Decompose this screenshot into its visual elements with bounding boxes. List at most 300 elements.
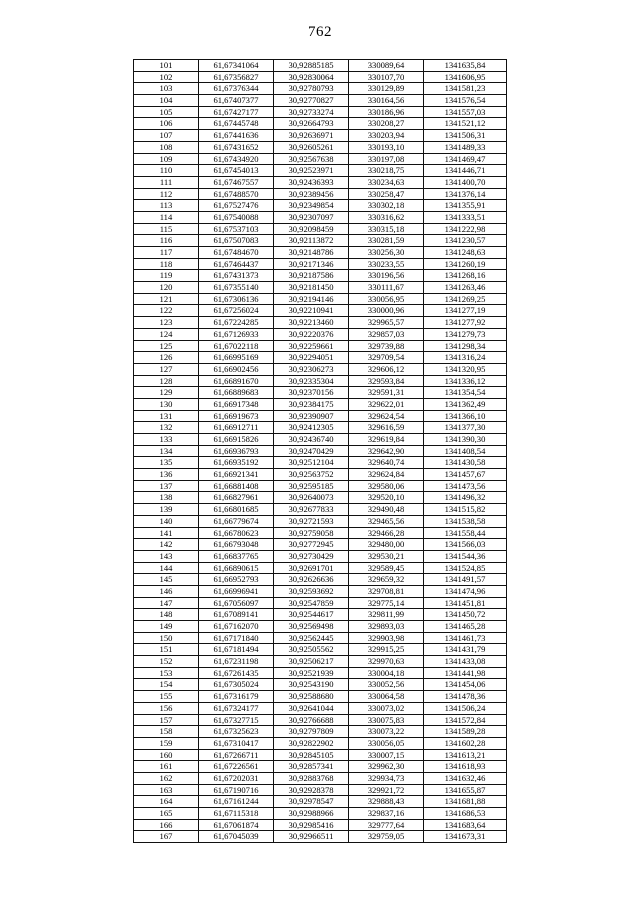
- y-coordinate-cell: 1341538,58: [424, 515, 507, 527]
- table-row: [134, 60, 507, 72]
- longitude-cell: 30,92194146: [274, 293, 349, 305]
- x-coordinate-cell: 329970,63: [349, 656, 424, 668]
- point-number-cell: 131: [134, 410, 199, 422]
- x-coordinate-cell: 329811,99: [349, 609, 424, 621]
- y-coordinate-cell: 1341635,84: [424, 60, 507, 72]
- y-coordinate-cell: 1341355,91: [424, 200, 507, 212]
- latitude-cell: 61,67441636: [199, 130, 274, 142]
- latitude-cell: 61,67324177: [199, 702, 274, 714]
- y-coordinate-cell: 1341521,12: [424, 118, 507, 130]
- latitude-cell: 61,67484670: [199, 247, 274, 259]
- point-number-cell: 164: [134, 796, 199, 808]
- latitude-cell: 61,66915826: [199, 434, 274, 446]
- x-coordinate-cell: 330111,67: [349, 282, 424, 294]
- longitude-cell: 30,92966511: [274, 831, 349, 843]
- x-coordinate-cell: 329589,45: [349, 562, 424, 574]
- coordinates-table: [133, 59, 507, 843]
- x-coordinate-cell: 329593,84: [349, 375, 424, 387]
- table-row: [134, 83, 507, 95]
- latitude-cell: 61,67115318: [199, 808, 274, 820]
- y-coordinate-cell: 1341446,71: [424, 165, 507, 177]
- point-number-cell: 125: [134, 340, 199, 352]
- x-coordinate-cell: 330193,10: [349, 141, 424, 153]
- latitude-cell: 61,66936793: [199, 445, 274, 457]
- point-number-cell: 152: [134, 656, 199, 668]
- table-row: [134, 585, 507, 597]
- x-coordinate-cell: 330316,62: [349, 211, 424, 223]
- point-number-cell: 126: [134, 352, 199, 364]
- x-coordinate-cell: 329490,48: [349, 504, 424, 516]
- y-coordinate-cell: 1341408,54: [424, 445, 507, 457]
- x-coordinate-cell: 330208,27: [349, 118, 424, 130]
- longitude-cell: 30,92307097: [274, 211, 349, 223]
- point-number-cell: 149: [134, 621, 199, 633]
- latitude-cell: 61,67224285: [199, 317, 274, 329]
- latitude-cell: 61,66912711: [199, 422, 274, 434]
- point-number-cell: 136: [134, 469, 199, 481]
- x-coordinate-cell: 329530,21: [349, 550, 424, 562]
- y-coordinate-cell: 1341377,30: [424, 422, 507, 434]
- longitude-cell: 30,92512104: [274, 457, 349, 469]
- y-coordinate-cell: 1341602,28: [424, 737, 507, 749]
- y-coordinate-cell: 1341474,96: [424, 585, 507, 597]
- point-number-cell: 103: [134, 83, 199, 95]
- latitude-cell: 61,67022118: [199, 340, 274, 352]
- point-number-cell: 133: [134, 434, 199, 446]
- y-coordinate-cell: 1341613,21: [424, 749, 507, 761]
- table-row: [134, 492, 507, 504]
- point-number-cell: 117: [134, 247, 199, 259]
- point-number-cell: 113: [134, 200, 199, 212]
- point-number-cell: 110: [134, 165, 199, 177]
- x-coordinate-cell: 330129,89: [349, 83, 424, 95]
- y-coordinate-cell: 1341524,85: [424, 562, 507, 574]
- latitude-cell: 61,66919673: [199, 410, 274, 422]
- x-coordinate-cell: 329962,30: [349, 761, 424, 773]
- point-number-cell: 127: [134, 363, 199, 375]
- longitude-cell: 30,92543190: [274, 679, 349, 691]
- longitude-cell: 30,92113872: [274, 235, 349, 247]
- longitude-cell: 30,92797809: [274, 726, 349, 738]
- latitude-cell: 61,66837765: [199, 550, 274, 562]
- longitude-cell: 30,92730429: [274, 550, 349, 562]
- point-number-cell: 118: [134, 258, 199, 270]
- point-number-cell: 107: [134, 130, 199, 142]
- y-coordinate-cell: 1341454,06: [424, 679, 507, 691]
- table-row: [134, 609, 507, 621]
- point-number-cell: 132: [134, 422, 199, 434]
- longitude-cell: 30,92567638: [274, 153, 349, 165]
- point-number-cell: 151: [134, 644, 199, 656]
- x-coordinate-cell: 329622,01: [349, 398, 424, 410]
- x-coordinate-cell: 329624,84: [349, 469, 424, 481]
- latitude-cell: 61,67527476: [199, 200, 274, 212]
- longitude-cell: 30,92885185: [274, 60, 349, 72]
- point-number-cell: 105: [134, 106, 199, 118]
- y-coordinate-cell: 1341230,57: [424, 235, 507, 247]
- point-number-cell: 145: [134, 574, 199, 586]
- longitude-cell: 30,92985416: [274, 819, 349, 831]
- table-row: [134, 387, 507, 399]
- point-number-cell: 162: [134, 772, 199, 784]
- table-row: [134, 550, 507, 562]
- point-number-cell: 148: [134, 609, 199, 621]
- x-coordinate-cell: 329893,03: [349, 621, 424, 633]
- point-number-cell: 128: [134, 375, 199, 387]
- x-coordinate-cell: 329759,05: [349, 831, 424, 843]
- y-coordinate-cell: 1341686,53: [424, 808, 507, 820]
- table-row: [134, 328, 507, 340]
- point-number-cell: 160: [134, 749, 199, 761]
- longitude-cell: 30,92436393: [274, 176, 349, 188]
- y-coordinate-cell: 1341263,46: [424, 282, 507, 294]
- point-number-cell: 130: [134, 398, 199, 410]
- y-coordinate-cell: 1341581,23: [424, 83, 507, 95]
- x-coordinate-cell: 330056,95: [349, 293, 424, 305]
- point-number-cell: 150: [134, 632, 199, 644]
- table-row: [134, 247, 507, 259]
- x-coordinate-cell: 330073,02: [349, 702, 424, 714]
- x-coordinate-cell: 330256,30: [349, 247, 424, 259]
- point-number-cell: 165: [134, 808, 199, 820]
- x-coordinate-cell: 329520,10: [349, 492, 424, 504]
- x-coordinate-cell: 329606,12: [349, 363, 424, 375]
- latitude-cell: 61,67305024: [199, 679, 274, 691]
- point-number-cell: 121: [134, 293, 199, 305]
- y-coordinate-cell: 1341506,24: [424, 702, 507, 714]
- latitude-cell: 61,67089141: [199, 609, 274, 621]
- longitude-cell: 30,92389456: [274, 188, 349, 200]
- longitude-cell: 30,92988966: [274, 808, 349, 820]
- latitude-cell: 61,66889683: [199, 387, 274, 399]
- y-coordinate-cell: 1341506,31: [424, 130, 507, 142]
- table-row: [134, 597, 507, 609]
- table-row: [134, 574, 507, 586]
- point-number-cell: 153: [134, 667, 199, 679]
- latitude-cell: 61,66935192: [199, 457, 274, 469]
- longitude-cell: 30,92830064: [274, 71, 349, 83]
- table-row: [134, 796, 507, 808]
- longitude-cell: 30,92928378: [274, 784, 349, 796]
- longitude-cell: 30,92883768: [274, 772, 349, 784]
- longitude-cell: 30,92521939: [274, 667, 349, 679]
- x-coordinate-cell: 330073,22: [349, 726, 424, 738]
- table-row: [134, 515, 507, 527]
- longitude-cell: 30,92181450: [274, 282, 349, 294]
- point-number-cell: 141: [134, 527, 199, 539]
- x-coordinate-cell: 330302,18: [349, 200, 424, 212]
- x-coordinate-cell: 329708,81: [349, 585, 424, 597]
- x-coordinate-cell: 330007,15: [349, 749, 424, 761]
- table-row: [134, 352, 507, 364]
- latitude-cell: 61,67464437: [199, 258, 274, 270]
- latitude-cell: 61,66891670: [199, 375, 274, 387]
- point-number-cell: 120: [134, 282, 199, 294]
- point-number-cell: 124: [134, 328, 199, 340]
- y-coordinate-cell: 1341496,32: [424, 492, 507, 504]
- latitude-cell: 61,67376344: [199, 83, 274, 95]
- table-row: [134, 106, 507, 118]
- table-row: [134, 165, 507, 177]
- point-number-cell: 144: [134, 562, 199, 574]
- table-row: [134, 200, 507, 212]
- latitude-cell: 61,67266711: [199, 749, 274, 761]
- x-coordinate-cell: 330258,47: [349, 188, 424, 200]
- y-coordinate-cell: 1341400,70: [424, 176, 507, 188]
- table-row: [134, 691, 507, 703]
- table-row: [134, 480, 507, 492]
- y-coordinate-cell: 1341222,98: [424, 223, 507, 235]
- latitude-cell: 61,67261435: [199, 667, 274, 679]
- longitude-cell: 30,92636971: [274, 130, 349, 142]
- longitude-cell: 30,92677833: [274, 504, 349, 516]
- y-coordinate-cell: 1341268,16: [424, 270, 507, 282]
- latitude-cell: 61,67256024: [199, 305, 274, 317]
- y-coordinate-cell: 1341430,58: [424, 457, 507, 469]
- longitude-cell: 30,92259661: [274, 340, 349, 352]
- x-coordinate-cell: 329619,84: [349, 434, 424, 446]
- latitude-cell: 61,66921341: [199, 469, 274, 481]
- y-coordinate-cell: 1341655,87: [424, 784, 507, 796]
- y-coordinate-cell: 1341277,19: [424, 305, 507, 317]
- table-row: [134, 761, 507, 773]
- x-coordinate-cell: 329616,59: [349, 422, 424, 434]
- y-coordinate-cell: 1341320,95: [424, 363, 507, 375]
- latitude-cell: 61,66793048: [199, 539, 274, 551]
- longitude-cell: 30,92544617: [274, 609, 349, 621]
- latitude-cell: 61,67061874: [199, 819, 274, 831]
- latitude-cell: 61,67056097: [199, 597, 274, 609]
- y-coordinate-cell: 1341681,88: [424, 796, 507, 808]
- page-number: 762: [308, 24, 332, 40]
- longitude-cell: 30,92148786: [274, 247, 349, 259]
- longitude-cell: 30,92641044: [274, 702, 349, 714]
- table-row: [134, 644, 507, 656]
- table-row: [134, 656, 507, 668]
- x-coordinate-cell: 330233,55: [349, 258, 424, 270]
- point-number-cell: 142: [134, 539, 199, 551]
- point-number-cell: 114: [134, 211, 199, 223]
- table-row: [134, 527, 507, 539]
- point-number-cell: 163: [134, 784, 199, 796]
- latitude-cell: 61,67427177: [199, 106, 274, 118]
- y-coordinate-cell: 1341450,72: [424, 609, 507, 621]
- latitude-cell: 61,66996941: [199, 585, 274, 597]
- table-row: [134, 457, 507, 469]
- x-coordinate-cell: 330218,75: [349, 165, 424, 177]
- latitude-cell: 61,67355140: [199, 282, 274, 294]
- x-coordinate-cell: 330196,56: [349, 270, 424, 282]
- point-number-cell: 167: [134, 831, 199, 843]
- y-coordinate-cell: 1341683,64: [424, 819, 507, 831]
- longitude-cell: 30,92187586: [274, 270, 349, 282]
- table-row: [134, 714, 507, 726]
- point-number-cell: 123: [134, 317, 199, 329]
- x-coordinate-cell: 329775,14: [349, 597, 424, 609]
- latitude-cell: 61,67537103: [199, 223, 274, 235]
- latitude-cell: 61,66890615: [199, 562, 274, 574]
- y-coordinate-cell: 1341572,84: [424, 714, 507, 726]
- point-number-cell: 108: [134, 141, 199, 153]
- point-number-cell: 147: [134, 597, 199, 609]
- table-row: [134, 831, 507, 843]
- table-row: [134, 270, 507, 282]
- y-coordinate-cell: 1341489,33: [424, 141, 507, 153]
- latitude-cell: 61,66827961: [199, 492, 274, 504]
- longitude-cell: 30,92335304: [274, 375, 349, 387]
- x-coordinate-cell: 329624,54: [349, 410, 424, 422]
- longitude-cell: 30,92436740: [274, 434, 349, 446]
- latitude-cell: 61,67431373: [199, 270, 274, 282]
- x-coordinate-cell: 329659,32: [349, 574, 424, 586]
- x-coordinate-cell: 330234,63: [349, 176, 424, 188]
- longitude-cell: 30,92770827: [274, 95, 349, 107]
- x-coordinate-cell: 329934,73: [349, 772, 424, 784]
- latitude-cell: 61,66952793: [199, 574, 274, 586]
- table-row: [134, 667, 507, 679]
- table-row: [134, 95, 507, 107]
- latitude-cell: 61,66917348: [199, 398, 274, 410]
- x-coordinate-cell: 329888,43: [349, 796, 424, 808]
- point-number-cell: 101: [134, 60, 199, 72]
- latitude-cell: 61,67171840: [199, 632, 274, 644]
- point-number-cell: 140: [134, 515, 199, 527]
- table-row: [134, 469, 507, 481]
- y-coordinate-cell: 1341354,54: [424, 387, 507, 399]
- table-row: [134, 621, 507, 633]
- table-row: [134, 434, 507, 446]
- x-coordinate-cell: 329642,90: [349, 445, 424, 457]
- table-row: [134, 375, 507, 387]
- y-coordinate-cell: 1341260,19: [424, 258, 507, 270]
- longitude-cell: 30,92306273: [274, 363, 349, 375]
- y-coordinate-cell: 1341632,46: [424, 772, 507, 784]
- longitude-cell: 30,92349854: [274, 200, 349, 212]
- latitude-cell: 61,67231198: [199, 656, 274, 668]
- latitude-cell: 61,66780623: [199, 527, 274, 539]
- latitude-cell: 61,67341064: [199, 60, 274, 72]
- point-number-cell: 111: [134, 176, 199, 188]
- latitude-cell: 61,67327715: [199, 714, 274, 726]
- point-number-cell: 115: [134, 223, 199, 235]
- point-number-cell: 154: [134, 679, 199, 691]
- table-row: [134, 71, 507, 83]
- point-number-cell: 157: [134, 714, 199, 726]
- table-row: [134, 211, 507, 223]
- longitude-cell: 30,92640073: [274, 492, 349, 504]
- longitude-cell: 30,92412305: [274, 422, 349, 434]
- latitude-cell: 61,66779674: [199, 515, 274, 527]
- y-coordinate-cell: 1341557,03: [424, 106, 507, 118]
- table-row: [134, 784, 507, 796]
- table-row: [134, 702, 507, 714]
- longitude-cell: 30,92210941: [274, 305, 349, 317]
- y-coordinate-cell: 1341491,57: [424, 574, 507, 586]
- longitude-cell: 30,92733274: [274, 106, 349, 118]
- point-number-cell: 159: [134, 737, 199, 749]
- y-coordinate-cell: 1341576,54: [424, 95, 507, 107]
- table-row: [134, 363, 507, 375]
- latitude-cell: 61,67445748: [199, 118, 274, 130]
- point-number-cell: 161: [134, 761, 199, 773]
- table-row: [134, 398, 507, 410]
- y-coordinate-cell: 1341336,12: [424, 375, 507, 387]
- latitude-cell: 61,66801685: [199, 504, 274, 516]
- x-coordinate-cell: 329837,16: [349, 808, 424, 820]
- point-number-cell: 156: [134, 702, 199, 714]
- x-coordinate-cell: 330004,18: [349, 667, 424, 679]
- longitude-cell: 30,92562445: [274, 632, 349, 644]
- x-coordinate-cell: 329857,03: [349, 328, 424, 340]
- longitude-cell: 30,92822902: [274, 737, 349, 749]
- table-row: [134, 772, 507, 784]
- y-coordinate-cell: 1341515,82: [424, 504, 507, 516]
- table-row: [134, 808, 507, 820]
- y-coordinate-cell: 1341451,81: [424, 597, 507, 609]
- point-number-cell: 134: [134, 445, 199, 457]
- y-coordinate-cell: 1341566,03: [424, 539, 507, 551]
- longitude-cell: 30,92691701: [274, 562, 349, 574]
- x-coordinate-cell: 329915,25: [349, 644, 424, 656]
- table-row: [134, 141, 507, 153]
- x-coordinate-cell: 330075,83: [349, 714, 424, 726]
- point-number-cell: 143: [134, 550, 199, 562]
- y-coordinate-cell: 1341277,92: [424, 317, 507, 329]
- x-coordinate-cell: 330164,56: [349, 95, 424, 107]
- x-coordinate-cell: 329640,74: [349, 457, 424, 469]
- latitude-cell: 61,67540088: [199, 211, 274, 223]
- latitude-cell: 61,67202031: [199, 772, 274, 784]
- longitude-cell: 30,92845105: [274, 749, 349, 761]
- point-number-cell: 104: [134, 95, 199, 107]
- longitude-cell: 30,92294051: [274, 352, 349, 364]
- point-number-cell: 139: [134, 504, 199, 516]
- x-coordinate-cell: 329580,06: [349, 480, 424, 492]
- y-coordinate-cell: 1341457,67: [424, 469, 507, 481]
- longitude-cell: 30,92390907: [274, 410, 349, 422]
- latitude-cell: 61,66881408: [199, 480, 274, 492]
- x-coordinate-cell: 329777,64: [349, 819, 424, 831]
- y-coordinate-cell: 1341558,44: [424, 527, 507, 539]
- x-coordinate-cell: 330107,70: [349, 71, 424, 83]
- x-coordinate-cell: 329965,57: [349, 317, 424, 329]
- point-number-cell: 119: [134, 270, 199, 282]
- latitude-cell: 61,67190716: [199, 784, 274, 796]
- latitude-cell: 61,67507083: [199, 235, 274, 247]
- table-row: [134, 410, 507, 422]
- y-coordinate-cell: 1341269,25: [424, 293, 507, 305]
- longitude-cell: 30,92171346: [274, 258, 349, 270]
- table-row: [134, 130, 507, 142]
- latitude-cell: 61,67310417: [199, 737, 274, 749]
- y-coordinate-cell: 1341316,24: [424, 352, 507, 364]
- point-number-cell: 122: [134, 305, 199, 317]
- latitude-cell: 61,67162070: [199, 621, 274, 633]
- table-row: [134, 258, 507, 270]
- longitude-cell: 30,92220376: [274, 328, 349, 340]
- point-number-cell: 116: [134, 235, 199, 247]
- y-coordinate-cell: 1341544,36: [424, 550, 507, 562]
- point-number-cell: 158: [134, 726, 199, 738]
- longitude-cell: 30,92626636: [274, 574, 349, 586]
- point-number-cell: 106: [134, 118, 199, 130]
- y-coordinate-cell: 1341618,93: [424, 761, 507, 773]
- latitude-cell: 61,67226561: [199, 761, 274, 773]
- table-row: [134, 445, 507, 457]
- x-coordinate-cell: 329903,98: [349, 632, 424, 644]
- latitude-cell: 61,67467557: [199, 176, 274, 188]
- x-coordinate-cell: 330197,08: [349, 153, 424, 165]
